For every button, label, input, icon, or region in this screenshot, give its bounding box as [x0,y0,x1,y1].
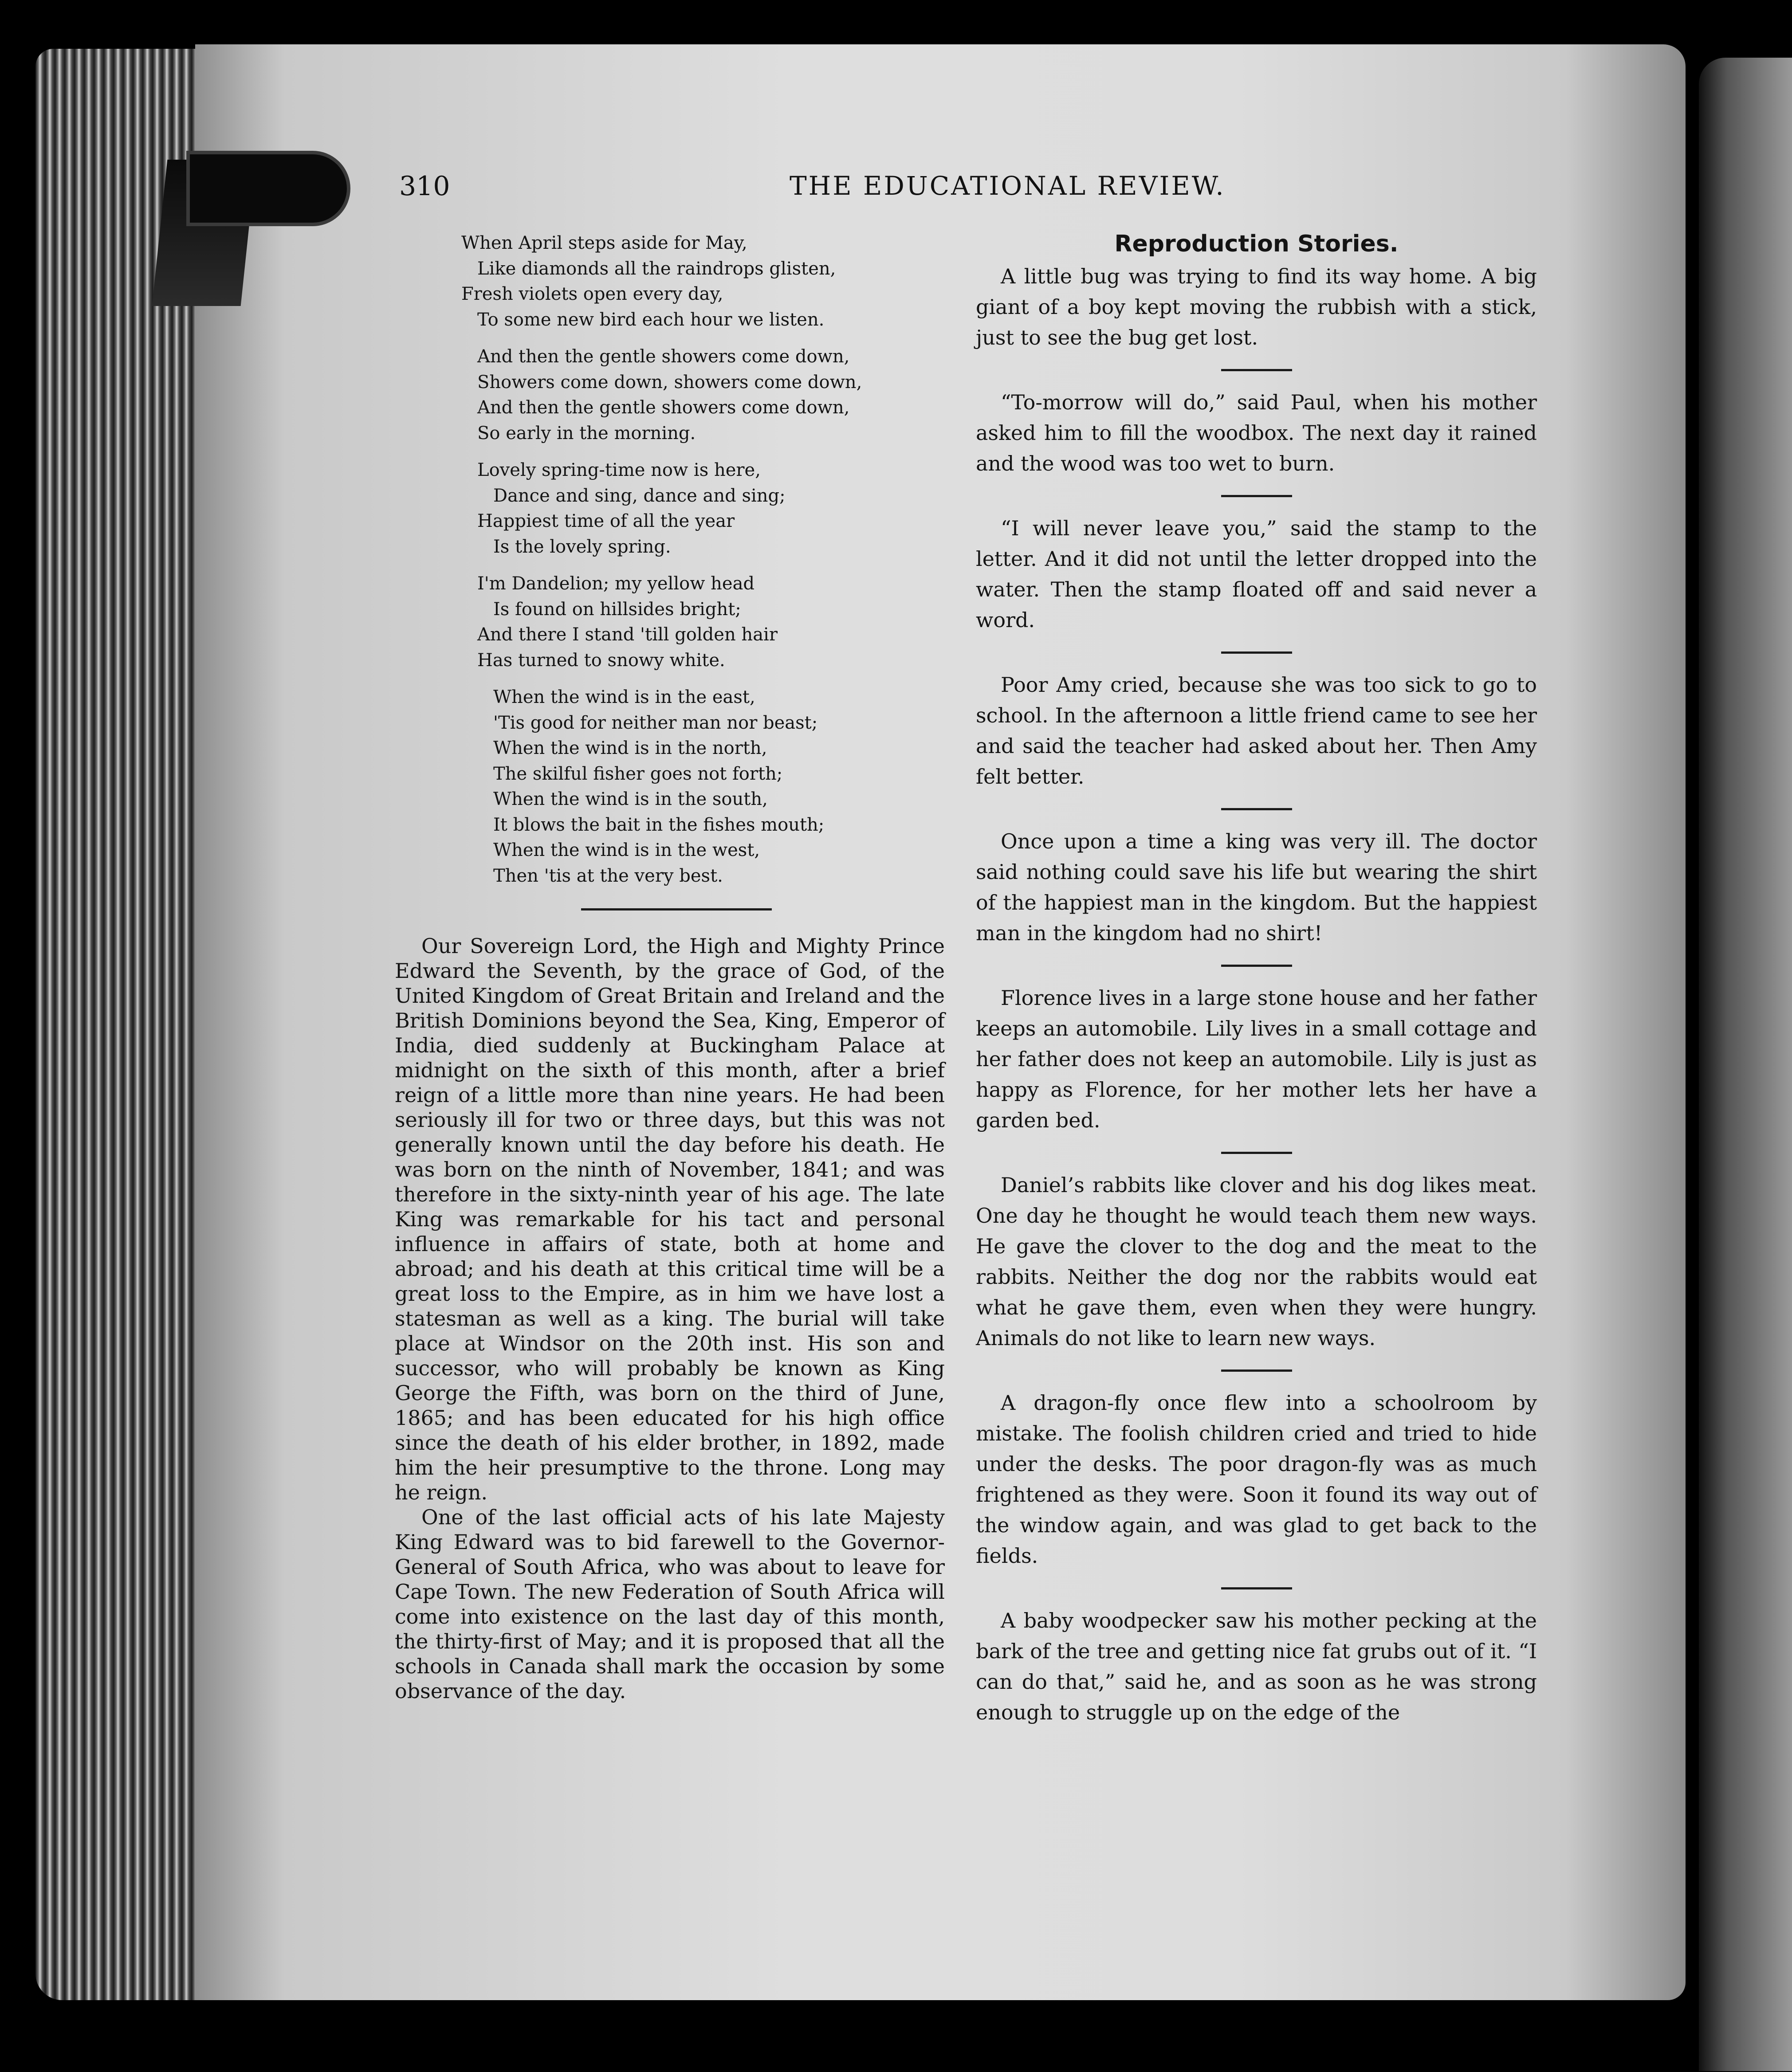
poem-line: Is found on hillsides bright; [493,599,741,620]
poem-line: It blows the bait in the fishes mouth; [493,814,825,835]
story-paragraph: Daniel’s rabbits like clover and his dog likes meat. One day he thought he would teach them new ways. He gave the clover to the dog and the meat to the rabbits. Neither the dog nor the rabbits would eat what he gave them, even when they were hungry. Animals do not like to learn new ways. [976,1173,1537,1350]
poem-line: So early in the morning. [477,423,696,443]
poem-line: When the wind is in the north, [493,738,767,758]
story-paragraph: A little bug was trying to find its way home. A big giant of a boy kept moving the rubbish with a stick, just to see the bug get lost. [976,264,1537,349]
poem-line: And then the gentle showers come down, [477,397,850,418]
story-paragraph: Florence lives in a large stone house and her father keeps an automobile. Lily lives in a small cottage and her father does not keep an automobile. Lily is just as happy as Florence, for her mother lets her have a garden bed. [976,986,1537,1132]
poem-line: 'Tis good for neither man nor beast; [493,712,818,733]
poem-stanza [461,571,905,673]
story-paragraph: Once upon a time a king was very ill. The doctor said nothing could save his life but wearing the shirt of the happiest man in the kingdom. But the happiest man in the kingdom had no shirt! [976,829,1537,945]
story-divider [1221,495,1292,497]
page-number: 310 [399,171,450,202]
poem-line: And there I stand 'till golden hair [477,624,778,645]
poem-line: When April steps aside for May, [461,233,747,253]
poem-column [461,231,905,900]
section-divider [581,908,772,910]
poem-line: Dance and sing, dance and sing; [493,485,786,506]
poem-line: When the wind is in the east, [493,687,755,707]
book-page-edges [35,49,208,2000]
page-header [399,171,1552,211]
poem-stanza [461,344,905,446]
article-column [395,934,945,1703]
article-paragraph: One of the last official acts of his late Majesty King Edward was to bid farewell to the Governor-General of South Africa, who was about to leave for Cape Town. The new Federation of South Africa will come into existence on the last day of this month, the thirty-first of May; and it is proposed that all the schools in Canada shall mark the occasion by some observance of the day. [395,1505,945,1703]
poem-line: When the wind is in the south, [493,789,768,809]
article-paragraph: Our Sovereign Lord, the High and Mighty Prince Edward the Seventh, by the grace of God, of the United Kingdom of Great Britain and Ireland and the British Dominions beyond the Sea, King, Emperor of India, died suddenly at Buckingham Palace at midnight on the sixth of this month, after a brief reign of a little more than nine years. He had been seriously ill for two or three days, but this was not generally known until the day before his death. He was born on the ninth of November, 1841; and was therefore in the sixty-ninth year of his age. The late King was remarkable for his tact and personal influence in affairs of state, both at home and abroad; and his death at this critical time will be a great loss to the Empire, as in him we have lost a statesman as well as a king. The burial will take place at Windsor on the 20th inst. His son and successor, who will probably be known as King George the Fifth, was born on the third of June, 1865; and has been educated for his high office since the death of his elder brother, in 1892, made him the heir presumptive to the throne. Long may he reign. [395,934,945,1504]
poem-line: Has turned to snowy white. [477,650,725,671]
story-divider [1221,965,1292,967]
section-title: Reproduction Stories. [1114,231,1399,257]
poem-line: Is the lovely spring. [493,536,671,557]
story-divider [1221,369,1292,371]
story-divider [1221,651,1292,654]
poem-line: Like diamonds all the raindrops glisten, [477,258,836,279]
bookmark-ribbon [186,151,350,226]
poem-line: Lovely spring-time now is here, [477,460,761,480]
story-paragraph: Poor Amy cried, because she was too sick to go to school. In the afternoon a little friend came to see her and said the teacher had asked about her. Then Amy felt better. [976,673,1537,789]
story-paragraph: A dragon-fly once flew into a schoolroom by mistake. The foolish children cried and tried to hide under the desks. The poor dragon-fly was as much frightened as they were. Soon it found its way out of the window again, and was glad to get back to the fields. [976,1391,1537,1568]
poem-stanza [461,685,905,889]
poem-line: The skilful fisher goes not forth; [493,763,783,784]
poem-stanza [461,458,905,560]
poem-line: When the wind is in the west, [493,840,760,860]
poem-line: Showers come down, showers come down, [477,372,862,392]
poem-line: Happiest time of all the year [477,511,735,531]
poem-stanza [461,231,905,333]
running-title: THE EDUCATIONAL REVIEW. [790,171,1226,201]
story-paragraph: A baby woodpecker saw his mother pecking at the bark of the tree and getting nice fat grubs out of it. “I can do that,” said he, and as soon as he was strong enough to struggle up on the edge of the [976,1609,1537,1724]
story-divider [1221,1587,1292,1589]
story-divider [1221,808,1292,810]
poem-line: To some new bird each hour we listen. [477,309,825,330]
poem-line: Then 'tis at the very best. [493,865,723,886]
poem-line: I'm Dandelion; my yellow head [477,573,755,594]
poem-line: And then the gentle showers come down, [477,346,850,367]
story-divider [1221,1152,1292,1154]
story-paragraph: “I will never leave you,” said the stamp to the letter. And it did not until the letter dropped into the water. Then the stamp floated off and said never a word. [976,516,1537,632]
story-paragraph: “To-morrow will do,” said Paul, when his mother asked him to fill the woodbox. The next day it rained and the wood was too wet to burn. [976,390,1537,475]
story-divider [1221,1370,1292,1372]
reproduction-stories-column [976,228,1537,1728]
poem-line: Fresh violets open every day, [461,284,723,304]
facing-page-edge [1699,58,1792,2071]
